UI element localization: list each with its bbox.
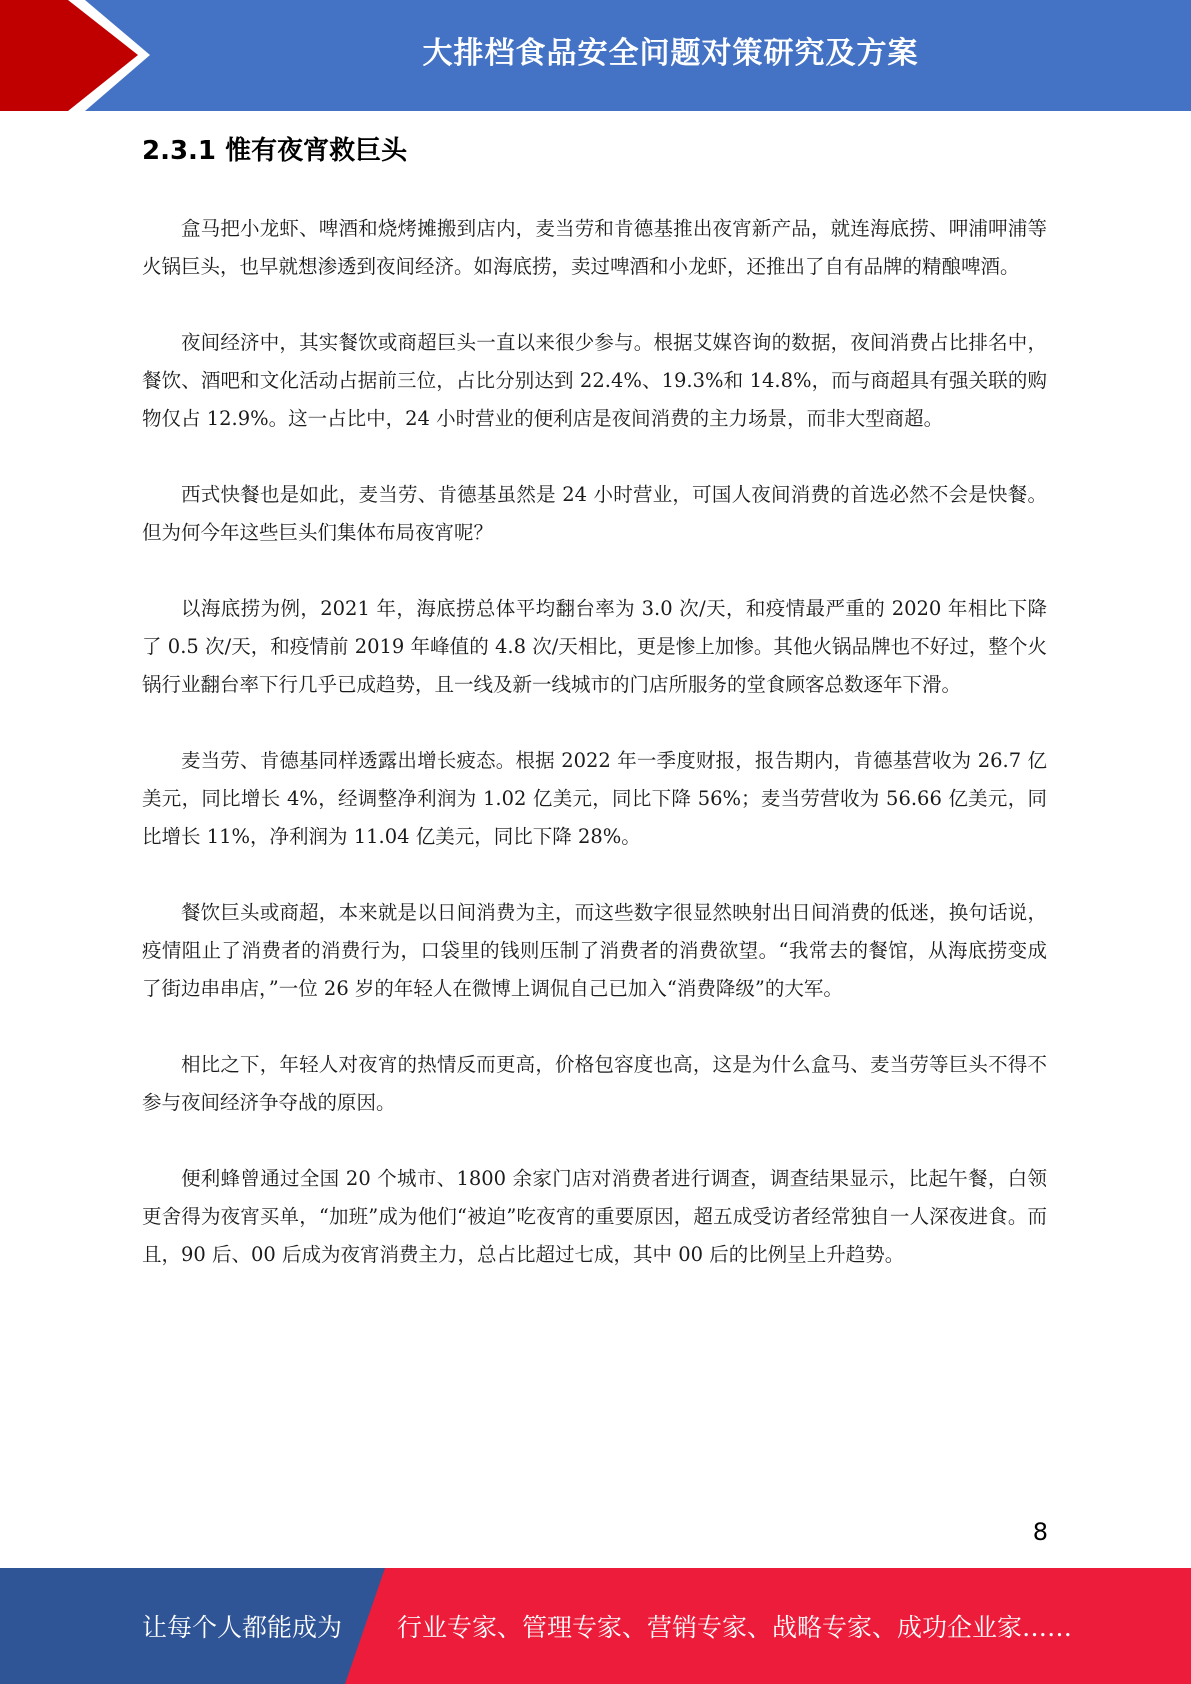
footer-slogan-right: 行业专家、管理专家、营销专家、战略专家、成功企业家…… [397, 1613, 1073, 1642]
paragraph: 盒马把小龙虾、啤酒和烧烤摊搬到店内，麦当劳和肯德基推出夜宵新产品，就连海底捞、呷浦呷浦等火锅巨头，也早就想渗透到夜间经济。如海底捞，卖过啤酒和小龙虾，还推出了自有品牌的精酿啤酒。 [142, 217, 1047, 278]
paragraph: 相比之下，年轻人对夜宵的热情反而更高，价格包容度也高，这是为什么盒马、麦当劳等巨头不得不参与夜间经济争夺战的原因。 [142, 1053, 1047, 1114]
paragraph: 夜间经济中，其实餐饮或商超巨头一直以来很少参与。根据艾媒咨询的数据，夜间消费占比排名中，餐饮、酒吧和文化活动占据前三位，占比分别达到 22.4%、19.3%和 14.8%，而与商超具有强关联的购物仅占 12.9%。这一占比中，24 小时营业的便利店是夜间消费的主力场景，而非大型商超。 [142, 331, 1047, 430]
paragraph: 便利蜂曾通过全国 20 个城市、1800 余家门店对消费者进行调查，调查结果显示，比起午餐，白领更舍得为夜宵买单，“加班”成为他们“被迫”吃夜宵的重要原因，超五成受访者经常独自一人深夜进食。而且，90 后、00 后成为夜宵消费主力，总占比超过七成，其中 00 后的比例呈上升趋势。 [142, 1167, 1047, 1266]
footer-slogan-left: 让每个人都能成为 [142, 1613, 343, 1642]
page-footer [0, 1568, 1191, 1684]
header-arrow-icon [0, 0, 138, 111]
paragraph: 餐饮巨头或商超，本来就是以日间消费为主，而这些数字很显然映射出日间消费的低迷，换句话说，疫情阻止了消费者的消费行为，口袋里的钱则压制了消费者的消费欲望。“我常去的餐馆，从海底捞变成了街边串串店，”一位 26 岁的年轻人在微博上调侃自己已加入“消费降级”的大军。 [142, 901, 1047, 1000]
paragraph: 以海底捞为例，2021 年，海底捞总体平均翻台率为 3.0 次/天，和疫情最严重的 2020 年相比下降了 0.5 次/天，和疫情前 2019 年峰值的 4.8 次/天相比，更是惨上加惨。其他火锅品牌也不好过，整个火锅行业翻台率下行几乎已成趋势，且一线及新一线城市的门店所服务的堂食顾客总数逐年下滑。 [142, 597, 1047, 696]
paragraph: 麦当劳、肯德基同样透露出增长疲态。根据 2022 年一季度财报，报告期内，肯德基营收为 26.7 亿美元，同比增长 4%，经调整净利润为 1.02 亿美元，同比下降 56%；麦当劳营收为 56.66 亿美元，同比增长 11%，净利润为 11.04 亿美元，同比下降 28%。 [142, 749, 1047, 848]
page-number: 8 [1032, 1518, 1048, 1546]
document-title: 大排档食品安全问题对策研究及方案 [422, 36, 919, 71]
section-heading: 2.3.1 惟有夜宵救巨头 [142, 136, 408, 166]
body-text [142, 210, 1047, 1312]
paragraph: 西式快餐也是如此，麦当劳、肯德基虽然是 24 小时营业，可国人夜间消费的首选必然不会是快餐。但为何今年这些巨头们集体布局夜宵呢？ [142, 483, 1047, 544]
page-header [0, 0, 1191, 111]
